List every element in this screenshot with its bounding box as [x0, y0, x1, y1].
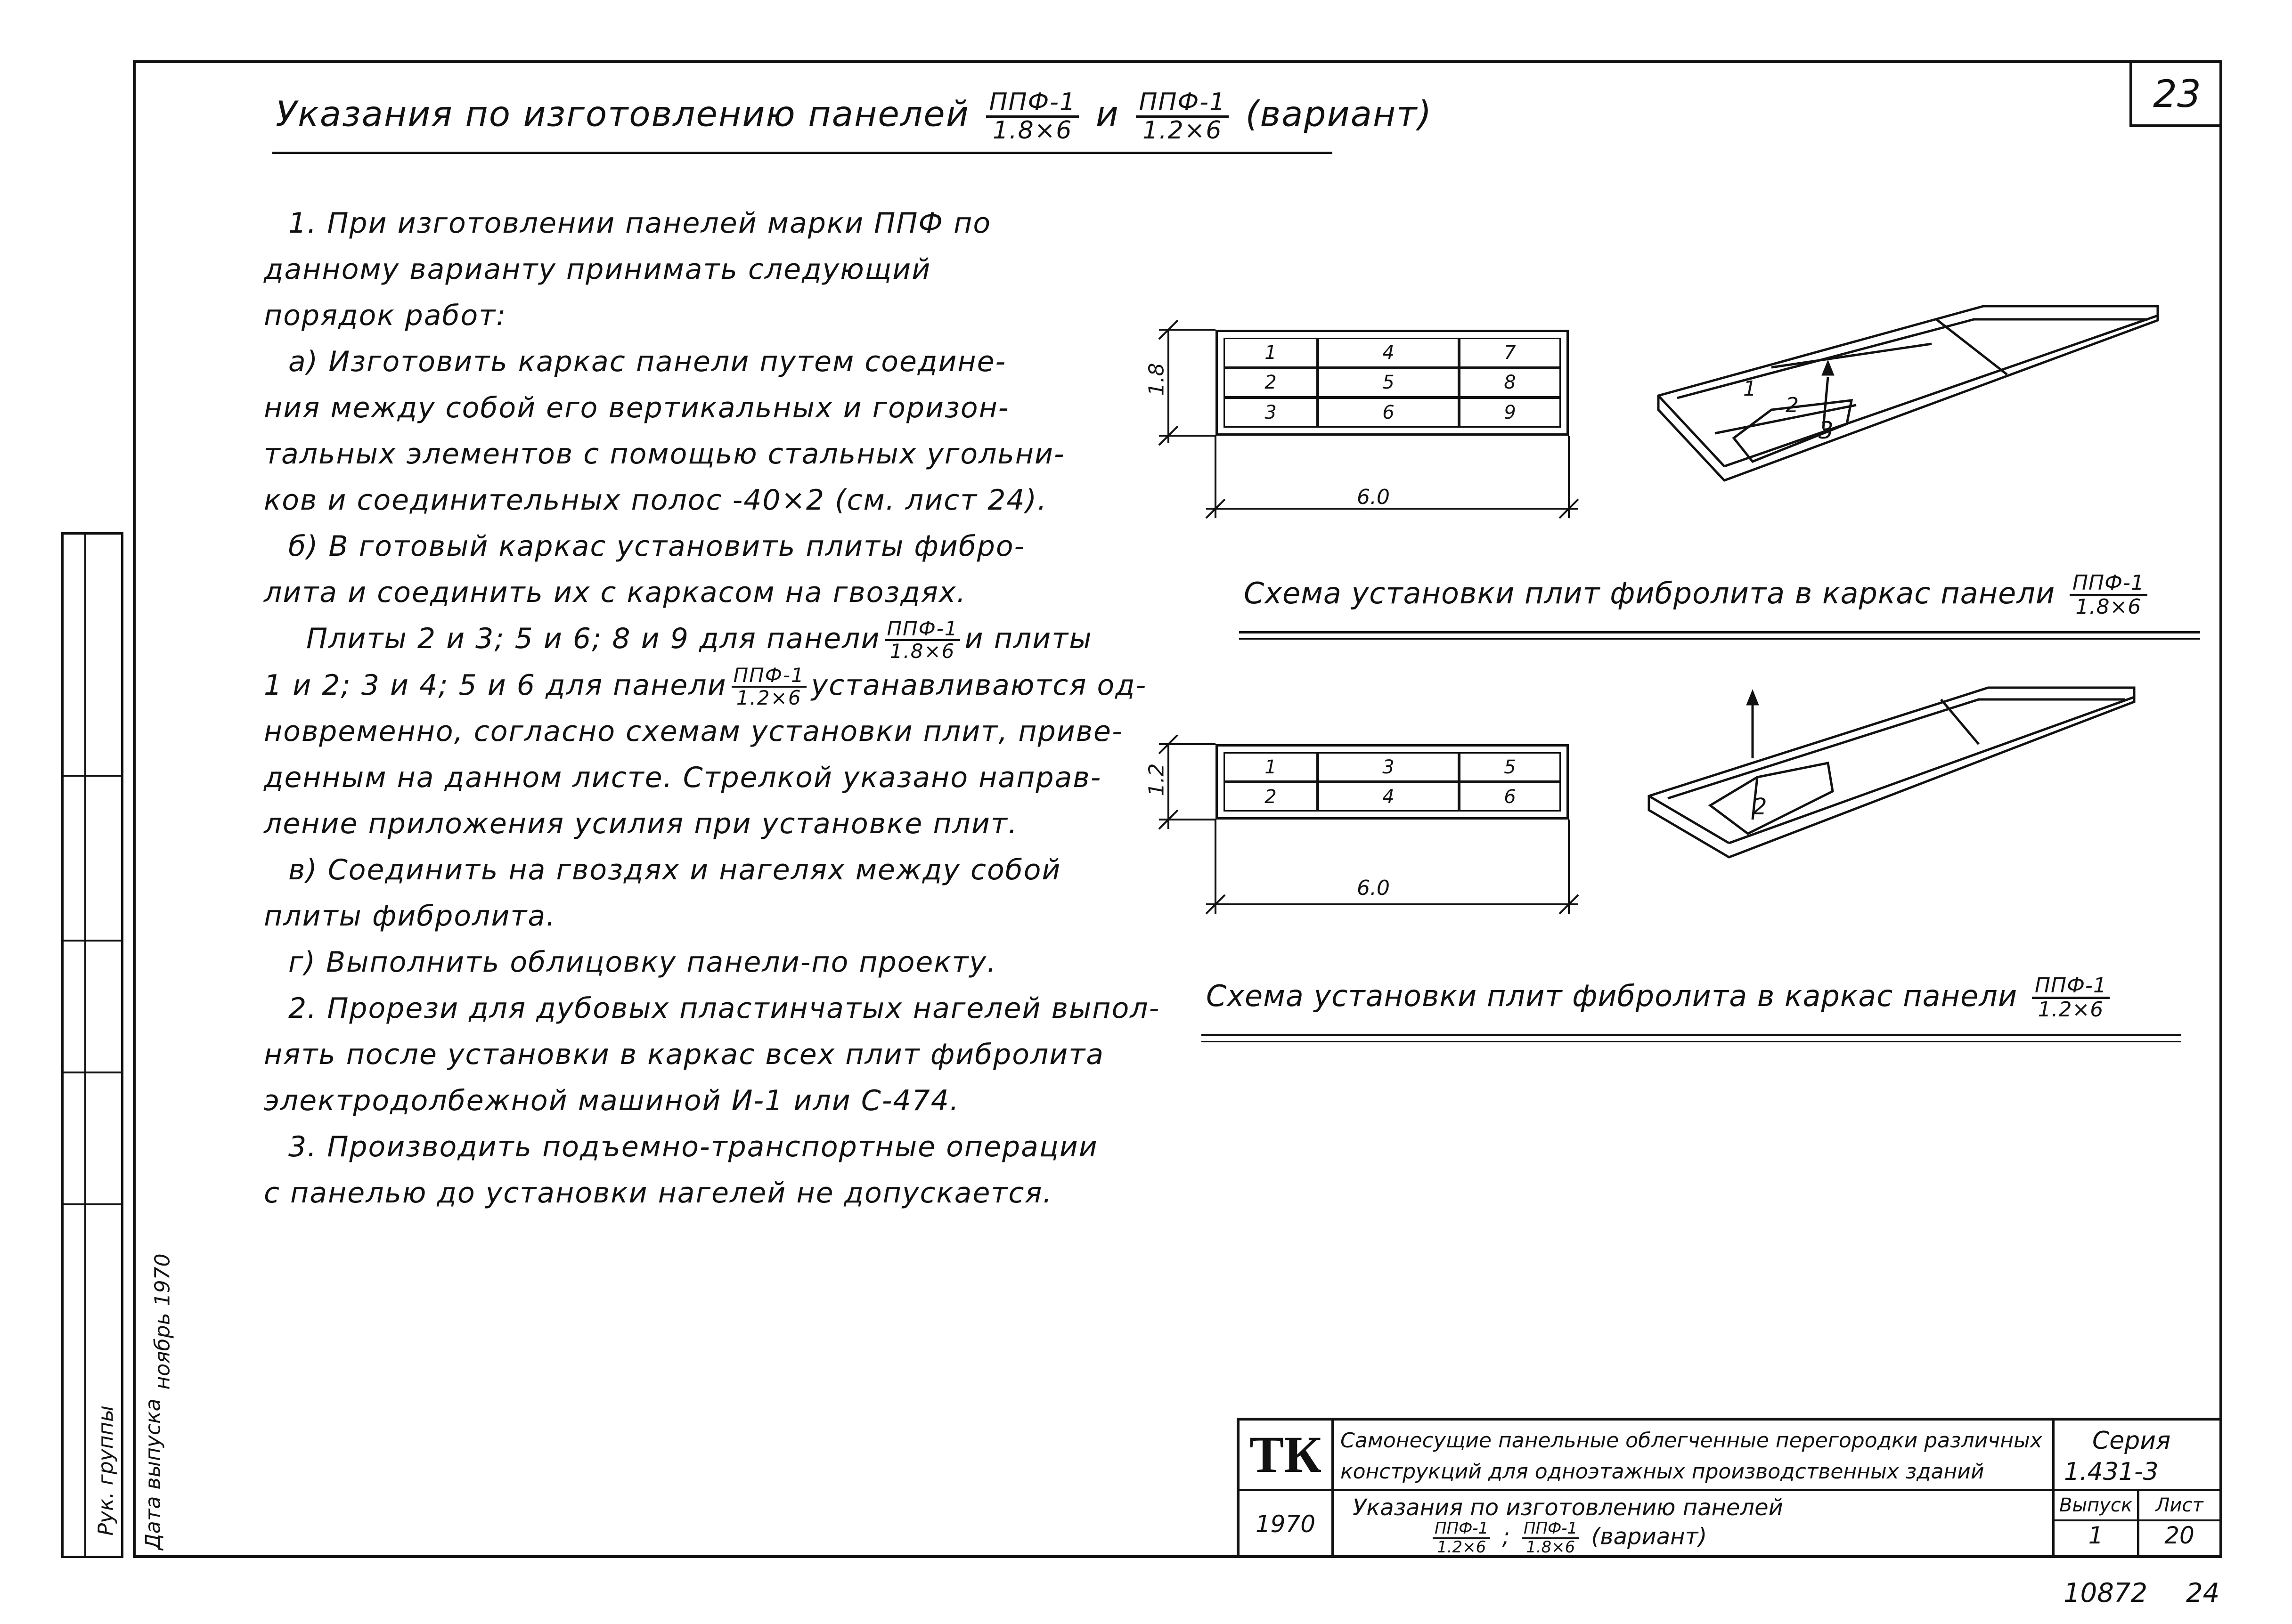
issue-cell: Выпуск 1	[2055, 1491, 2139, 1557]
plate-cell: 8	[1459, 368, 1561, 398]
text-line: 3. Производить подъемно-транспортные операции	[288, 1130, 1098, 1163]
title-fraction-1: $\frac{\text{ППФ-1}}{1.8\times 6}$	[986, 89, 1079, 143]
plate-cell: 6	[1459, 782, 1561, 812]
height-dimension-1: 1.8	[1144, 363, 1169, 396]
text-line: а) Изготовить каркас панели путем соедине-	[288, 345, 1007, 378]
iso-label: 2	[1786, 393, 1799, 417]
plate-cell: 5	[1318, 368, 1459, 398]
iso-label: 3	[1819, 417, 1834, 444]
iso-panel-1-8	[1649, 292, 2177, 490]
text-line: ния между собой его вертикальных и горизон-	[264, 391, 1010, 424]
plate-cell: 3	[1318, 752, 1459, 782]
text-line: денным на данном листе. Стрелкой указано направ-	[264, 761, 1102, 794]
text-line: 2. Прорези для дубовых пластинчатых нагелей выпол-	[288, 992, 1160, 1025]
iso-panel-1-2	[1639, 678, 2158, 876]
plate-cell: 4	[1318, 782, 1459, 812]
text-line: б) В готовый каркас установить плиты фибро-	[288, 530, 1026, 563]
footer-page: 24	[2186, 1578, 2220, 1608]
sheet-cell: Лист 20	[2139, 1491, 2219, 1557]
caption-fraction: $\frac{\text{ППФ-1}}{1.2\times 6}$	[2032, 975, 2110, 1021]
stamp-role: Рук. группы	[94, 1405, 118, 1536]
plate-cell: 2	[1223, 368, 1318, 398]
caption-underline	[1239, 638, 2200, 640]
plate-cell: 1	[1223, 338, 1318, 368]
text-line: данному варианту принимать следующий	[264, 253, 931, 286]
title-block	[1237, 1418, 2222, 1558]
plate-cell: 2	[1223, 782, 1318, 812]
plate-cell: 3	[1223, 398, 1318, 428]
text-line: 1 и 2; 3 и 4; 5 и 6 для панели ППФ-1 1.2×6 устанавливаются од-	[264, 663, 1147, 709]
title-suffix: (вариант)	[1245, 94, 1433, 135]
text-line: в) Соединить на гвоздях и нагелях между собой	[288, 853, 1061, 886]
text-line: нять после установки в каркас всех плит фибролита	[264, 1038, 1104, 1071]
inline-fraction: ППФ-1 1.8×6	[885, 618, 960, 662]
height-dimension-2: 1.2	[1144, 763, 1169, 796]
text-line: тальных элементов с помощью стальных угольни-	[264, 438, 1065, 471]
inline-fraction: ППФ-1 1.2×6	[732, 665, 807, 708]
text-line: плиты фибролита.	[264, 900, 556, 933]
org-logo: ТК	[1240, 1421, 1334, 1491]
caption-1: Схема установки плит фибролита в каркас панели $\frac{\text{ППФ-1}}{1.8\times 6}$	[1244, 572, 2152, 618]
title-and: и	[1095, 94, 1119, 135]
stamp-date-label: Дата выпуска	[141, 1398, 165, 1550]
plate-cell: 6	[1318, 398, 1459, 428]
plate-cell: 5	[1459, 752, 1561, 782]
text-line: Плиты 2 и 3; 5 и 6; 8 и 9 для панели ППФ-1 1.8×6 и плиты	[306, 617, 1093, 663]
text-line: электродолбежной машиной И-1 или С-474.	[264, 1084, 960, 1117]
page-number: 23	[2129, 63, 2222, 127]
text-line: с панелью до установки нагелей не допускается.	[264, 1177, 1053, 1210]
caption-underline	[1239, 631, 2200, 633]
iso-label: 1	[1743, 377, 1756, 401]
page-title	[276, 89, 1432, 143]
project-description: Самонесущие панельные облегченные перегородки различных конструкций для одноэтажных производственных зданий	[1334, 1421, 2055, 1491]
caption-2: Схема установки плит фибролита в каркас панели $\frac{\text{ППФ-1}}{1.2\times 6}$	[1206, 975, 2114, 1021]
text-line: ление приложения усилия при установке плит.	[264, 807, 1018, 840]
instructions-text	[264, 200, 1160, 1216]
text-line: ков и соединительных полос -40×2 (см. лист 24).	[264, 484, 1048, 517]
width-dimension-2: 6.0	[1357, 876, 1390, 900]
plate-cell: 1	[1223, 752, 1318, 782]
plate-cell: 9	[1459, 398, 1561, 428]
caption-fraction: $\frac{\text{ППФ-1}}{1.8\times 6}$	[2070, 572, 2147, 618]
caption-underline	[1201, 1041, 2181, 1042]
width-dimension-1: 6.0	[1357, 485, 1390, 509]
text-line: г) Выполнить облицовку панели-по проекту.	[288, 946, 997, 979]
stamp-date: ноябрь 1970	[150, 1253, 175, 1390]
side-stamp	[61, 532, 175, 1558]
plate-cell: 7	[1459, 338, 1561, 368]
title-prefix: Указания по изготовлению панелей	[276, 94, 970, 135]
series-cell: Серия 1.431-3	[2055, 1421, 2219, 1491]
text-line: порядок работ:	[264, 299, 507, 332]
document-number: 10872	[2064, 1578, 2148, 1608]
sheet-title: Указания по изготовлению панелей ППФ-1 1.2×6 ; ППФ-1 1.8×6 (вариант)	[1334, 1491, 2055, 1557]
title-fraction-2: $\frac{\text{ППФ-1}}{1.2\times 6}$	[1136, 89, 1229, 143]
plate-cell: 4	[1318, 338, 1459, 368]
year: 1970	[1240, 1491, 1334, 1557]
text-line: лита и соединить их с каркасом на гвоздях.	[264, 576, 967, 609]
title-underline	[272, 152, 1332, 154]
iso-label: 2	[1753, 794, 1767, 820]
caption-underline	[1201, 1034, 2181, 1036]
text-line: новременно, согласно схемам установки плит, приве-	[264, 715, 1123, 748]
text-line: 1. При изготовлении панелей марки ППФ по	[288, 207, 992, 240]
